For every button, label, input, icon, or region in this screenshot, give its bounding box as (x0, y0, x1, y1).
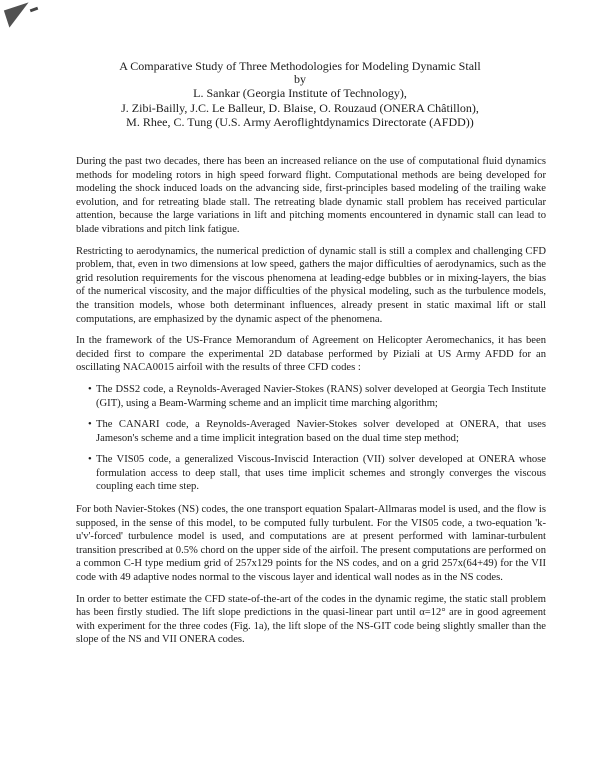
scan-mark (4, 2, 34, 27)
author-line-3: M. Rhee, C. Tung (U.S. Army Aeroflightdynamics Directorate (AFDD)) (126, 115, 474, 129)
scan-speck (30, 7, 39, 13)
code-list (76, 383, 546, 494)
paragraph-turbulence: For both Navier-Stokes (NS) codes, the one transport equation Spalart-Allmaras model is used, and the flow is supposed, in the sense of this model, to be computed fully turbulent. For the VIS05 code, a two-equation 'k-u'v'-forced' turbulence model is used, and computations are at present performed with laminar-turbulent transition prescribed at 0.5% chord on the upper side of the airfoil. The present computations are performed on a common C-H type medium grid of 257x129 points for the NS codes, and on a grid 257x(64+49) for the VII code with 49 adaptive nodes normal to the viscous layer and identical wall nodes as in the NS codes. (76, 504, 546, 584)
author-line-2: J. Zibi-Bailly, J.C. Le Balleur, D. Blaise, O. Rouzaud (ONERA Châtillon), (121, 100, 479, 115)
list-item: • The DSS2 code, a Reynolds-Averaged Navier-Stokes (RANS) solver developed at Georgia Tech Institute (GIT), using a Beam-Warming scheme and an implicit time marching algorithm; (88, 383, 546, 410)
paragraph-aerodynamics: Restricting to aerodynamics, the numerical prediction of dynamic stall is still a complex and challenging CFD problem, that, even in two dimensions at low speed, gathers the major difficulties of aerodynamics, such as the grid resolution requirements for the viscous phenomena at leading-edge bubbles or in mixing-layers, the bias of the numerical viscosity, and the major difficulties of the physical modeling, such as the turbulence models, the transition models, whose both determinant influences, already present in static maximal lift or stall computations, are emphasized by the dynamic aspect of the phenomena. (76, 245, 546, 325)
author-line-1: L. Sankar (Georgia Institute of Technology), (193, 86, 407, 100)
paper-header (0, 60, 600, 130)
paragraph-framework: In the framework of the US-France Memorandum of Agreement on Helicopter Aeromechanics, it has been decided first to compare the experimental 2D database performed by Piziali at US Army AFDD for an oscillating NACA0015 airfoil with the results of three CFD codes : (76, 335, 546, 374)
paper-body (76, 155, 546, 655)
byline: by (294, 72, 306, 86)
paragraph-static-stall: In order to better estimate the CFD state-of-the-art of the codes in the dynamic regime, the static stall problem has been firstly studied. The lift slope predictions in the quasi-linear part until α=12° are in good agreement with experiment for the three codes (Fig. 1a), the lift slope of the NS-GIT code being slightly smaller than the slope of the NS and VII ONERA codes. (76, 593, 546, 646)
paper-title: A Comparative Study of Three Methodologies for Modeling Dynamic Stall (119, 59, 481, 73)
list-item: • The CANARI code, a Reynolds-Averaged Navier-Stokes solver developed at ONERA, that uses Jameson's scheme and a time implicit integration based on the dual time step method; (88, 418, 546, 445)
paragraph-intro: During the past two decades, there has been an increased reliance on the use of computational fluid dynamics methods for modeling rotors in high speed forward flight. Computational methods are being developed for modeling the shock induced loads on the advancing side, first-principles based modeling of the trailing wake evolution, and for retreating blade stall. The retreating blade dynamic stall problem has received particular attention, because the large variations in lift and pitching moments encountered in dynamic stall can lead to blade vibrations and pitch link fatigue. (76, 156, 546, 235)
list-item: • The VIS05 code, a generalized Viscous-Inviscid Interaction (VII) solver developed at ONERA whose formulation access to deep stall, that uses time implicit schemes and strongly converges the viscous coupling each time step. (88, 453, 546, 494)
